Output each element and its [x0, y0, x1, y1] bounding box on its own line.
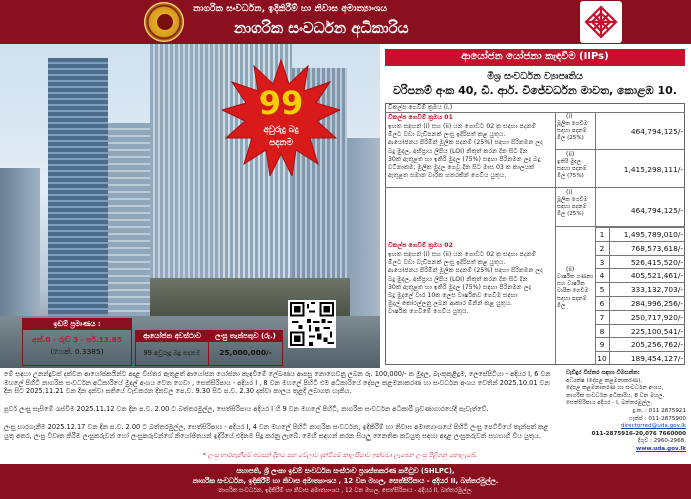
option-2-ii-label: (ii) [566, 266, 575, 273]
installment-value: 205,256,762/- [630, 340, 683, 350]
option-1-title: විකල්ප ගෙවීම් ක්‍රමය 01 [388, 114, 453, 121]
option-1-ii-label: (ii) [566, 151, 575, 158]
land-extent-line-2: (හෙක්. 0.3385) [50, 347, 104, 356]
contact-line-2: දේපළ කළමනාකරණ හා සංවර්ධන අංශය, [566, 385, 664, 392]
project-name: මිශ්‍ර සංවර්ධන ව්‍යාපෘතිය [487, 71, 583, 82]
payment-table-header: විකල්ප ගෙවීම් ක්‍රමය (i,) [388, 104, 453, 111]
option-text-line: මිලට වඩා වැඩිපනක් ලංසු ඉදිරිපත් කළ යුතුය. [388, 259, 506, 267]
contact-website-link[interactable]: www.uda.gov.lk [636, 445, 686, 452]
option-2-i-label: (i) [566, 189, 573, 196]
installment-number: 10 [597, 354, 607, 364]
contact-line-4: සෙත්සිරිපාය අදියර - I, බත්තරමුල්ල. [566, 400, 653, 407]
installment-number: 8 [599, 326, 605, 336]
contact-phone: දු.ක. : 011 2875921 [632, 407, 686, 414]
body-paragraph-1: මේ සඳහා උනන්දුවක් දක්වන ආයෝජකයින්ට අදාළ විස්තර ඇතුළත් ආයෝජන යෝජනා කැඳවීමේ ලේඛණය ආපසු නොගෙවනු ලබන රු. 100,000/- ක මුදල, බැංකුකුළිදුම, ලෙසේපිටියා - අදියර I, 6 වන මහලේ පිහිටි නාගරික සංවර්ධන අධිකාරියේ මුදල් අංශය වෙත ගෙවා , සෙත්සිරිපාය - අදියර I , 8 වන මහලේ පිහිටි එම අධිකාරියේ දේපල කළමනාකරණ හා සංවර්ධන අංශය වෙතින් 2025.10.01 වන දින සිට 2025.11.21 වන දින දක්වා සතියේ වැඩකරන දිනවල පෙ.ව. 9.30 සිට ප.ව. 2.30 දක්වා කාලය තුළදී ලබාගත හැකිය. [4, 370, 551, 396]
option-text-line: ඉහත සඳහන් (i) සහ (ii) යන ගොඩට 02 ක සඳහා පදනම් [388, 251, 537, 258]
installment-value: 284,996,256/- [630, 299, 683, 308]
option-2-text [388, 251, 554, 317]
option-text-line: බදු මුදලේ වාර 10ක ලෙස වාර්ෂිකව ගෙවීම සඳහා [388, 292, 518, 300]
installment-number: 7 [599, 312, 605, 322]
installment-value: 526,415,520/- [630, 257, 683, 267]
option-1-remain-label: ඉතිරි මුදල සඳහා පදනම් මිල (75%) [557, 159, 587, 179]
promo-line-1: අවුරුදු බදු [263, 125, 299, 135]
installment-value: 225,100,541/- [630, 326, 683, 336]
project-address: වරිපනම් අංක 40, ඩී. ආර්. විජේවර්ධන මාවත, කොළඹ 10. [393, 84, 677, 97]
option-1-text [388, 123, 554, 180]
qr-code-icon[interactable] [288, 300, 336, 348]
option-text-line: මිලට වඩා වැඩිපනක් ලංසු ඉදිරිපත් කළ යුතුය. [388, 131, 506, 139]
body-paragraph-2: පූර්ව ලංසු සැසිමේ රැස්වීම 2025.11.12 වන දින ප.ව. 2.00 ට බත්තරමුල්ල, සෙත්සිරිපාය අදියර I හි 9 වන මහලේ පිහිටි, නාගරික සංවර්ධන අධිකාරී ශ්‍රවණාගාරයේදී පැවැත්වේ. [4, 405, 489, 413]
option-text-line: මුදල් කෝරල්ලනු ලබන ආකාර මිනින් කළ යුතුය. [388, 300, 512, 308]
installment-number: 4 [599, 271, 605, 281]
installment-value: 333,132,703/- [630, 285, 683, 295]
option-text-line: වටිනාකම, මූලික මුදල ගෙවූ දින සිට මාස 03 ක කාලයක් [388, 164, 535, 172]
authority-name: නාගරික සංවර්ධන අධිකාරිය [234, 19, 409, 37]
ministry-name: නාගරික සංවර්ධන, ඉදිකිරීම් හා නිවාස අමාත්‍යාංශය [193, 3, 388, 14]
option-text-line: ආයෝජනය පිරිමින් මූලික පදනම් (25%) සඳහා පිරිනමන ලද [388, 139, 543, 147]
option-2-title: විකල්ප ගෙවීම් ක්‍රමය 02 [388, 242, 453, 249]
scheme-title: ආයෝජන යෝජනා කැඳවීම (IIPs) [461, 51, 609, 62]
installment-number: 2 [599, 243, 605, 253]
bid-deposit-header: ලංසු තැන්පතුව (රු.) [209, 331, 282, 342]
land-extent-header: ඉඩම් ප්‍රමාණය : [23, 319, 131, 330]
contact-line-3: නාගරික සංවර්ධන අධිකාරිය, 8 වන මහල, [566, 392, 665, 399]
footer-line-3: නාගරික සංවර්ධන, ඉදිකිරීම් හා නිවාස අමාත්‍යාංශය , 12 වන මහල, සෙත්සිරිපාය - අදියර II, බත්තරමුල්ල. [218, 488, 473, 494]
option-1-i-label: (i) [566, 113, 573, 120]
promo-line-2: පදනම [269, 138, 293, 148]
option-1-remain-value: 1,415,298,111/- [623, 165, 683, 174]
installment-number: 3 [599, 257, 605, 267]
option-text-line: ඇතුළත සමාන වාරික හතරකින් ගෙවිය යුතුය. [388, 172, 507, 180]
contact-email-link[interactable]: directorred@uda.gov.lk [620, 423, 686, 430]
contact-block [566, 370, 686, 454]
contact-fax: ෆැක්ස් : 011-2875900 [629, 415, 686, 422]
installment-value: 405,521,461/- [630, 271, 683, 281]
bid-deposit-value: 25,000,000/- [219, 348, 272, 357]
option-text-line: ආයෝජනය පිරිමින් මූලික පදනම් (25%) සඳහා පිරිනමන ලද [388, 267, 543, 275]
uda-logo-icon [580, 1, 622, 43]
option-text-line: 30ක් ඇතුළත හා ඉතිරි මුදල (75%) සඳහා පිරිනමන ලද බදු [388, 155, 541, 163]
footer-line-2: නාගරික සංවර්ධන, ඉදිකිරීම් හා නිවාස අමාත්‍යාංශය , 12 වන මහල, සෙත්සිරිපාය - අදියර II, බත්තරමුල්ල. [192, 477, 499, 485]
option-text-line: බදු මුදල, අභිප්‍රාය ලිපිය (LOI) නිකුත් කරන දින සිට දින [388, 147, 528, 155]
investment-period-value: 99 අවුරුදු බදු පදනම [143, 349, 201, 357]
option-2-basic-label: මූලික ගෙවීම සඳහා පදනම් මිල (25%) [557, 197, 588, 217]
option-1-basic-label: මූලික ගෙවීම සඳහා පදනම් මිල (25%) [557, 121, 588, 141]
installment-number: 6 [599, 299, 605, 308]
land-extent-line-1: අක්.0 - රූඩ් 3 - පර්.13.85 [32, 335, 122, 344]
installment-value: 1,495,789,010/- [623, 230, 683, 239]
installment-value: 189,454,127/- [630, 354, 683, 364]
option-text-line: බදු මුදල, අභිප්‍රාය ලිපිය (LOI) නිකුත් කරන දින සිට දින [388, 275, 528, 283]
sri-lanka-emblem-icon [144, 2, 184, 42]
installment-number: 1 [599, 230, 605, 239]
option-text-line: වාර්ෂික ගෙවීමේ ගෙවිය යුතුය. [388, 308, 469, 316]
footer-line-1: සභාපති, ශ්‍රී ලංකා ඉඩම් සංවර්ධන සංස්ථාව ප්‍රශස්තකරණ කමිටුව (SHLPC), [236, 467, 455, 475]
option-2-basic-value: 464,794,125/- [630, 206, 683, 215]
option-text-line: ඉහත සඳහන් (i) සහ (ii) යන ගොඩට 02 ක සඳහා පදනම් [388, 123, 537, 130]
contact-phone-2: 011-2875916-20,076 7660000 [591, 430, 686, 437]
option-2-annual-label: වාර්ෂික ගණනා සහ වාර්ෂික වාරික ගෙවීම සඳහා පදනම් මිල [557, 274, 594, 309]
installment-value: 768,573,618/- [630, 243, 683, 253]
installment-number: 9 [599, 340, 605, 350]
contact-heading: වැඩිදුර විස්තර සඳහා විමසන්න: [566, 370, 640, 376]
installment-value: 250,717,920/- [630, 312, 683, 322]
contact-extension: දිගුව : 2960-2968. [637, 438, 686, 445]
option-1-basic-value: 464,794,125/- [630, 127, 683, 136]
contact-line-1: අධ්‍යක්ෂ (දේපළ කළමනාකරණ), [566, 377, 643, 384]
option-text-line: 30ක් ඇතුළත හා ඉතිරි මුදල (75%) සඳහා පිරිනමන ලද [388, 283, 532, 291]
body-note: * ලංසු භාරගැනීමේ අවසන් දිනය සහ වේලාව දැන්වීමේ කාලසීමාව ඉක්මවා ලැබෙන ලංසු පිළිගනු නොලැබේ. [202, 452, 478, 459]
body-paragraph-3: ලංසු භාරගැනීම 2025.12.17 වන දින ප.ව. 2.00 ට බත්තරමුල්ල, සෙත්සිරිපාය - අදියර I, 4 වන මහලේ පිහිටි නාගරික සංවර්ධන, ඉදිකිරීම් හා නිවාස අමාත්‍යාංශයේ පිහිටි ලංසු පෙට්ටියේ තැන්පත් කළ යුතු අතර, ලංසු විවෘත කිරීම ලංසුකරුවන් හෝ ලංසුකරුවන්ගේ නියෝජිතයන් ඉදිරියේ එදිනම සිදු කරනු ලැබේ. මෙහි සඳහන් කරන සියලු නෛතික කටයුතු සඳහා අදාළ ලංසුකරුවන් සහභාගී විය යුතුය. [4, 423, 549, 440]
installment-number: 5 [599, 285, 605, 295]
promo-number: 99 [258, 84, 304, 122]
investment-period-header: ආයෝජන අවස්ථාව [136, 331, 208, 342]
